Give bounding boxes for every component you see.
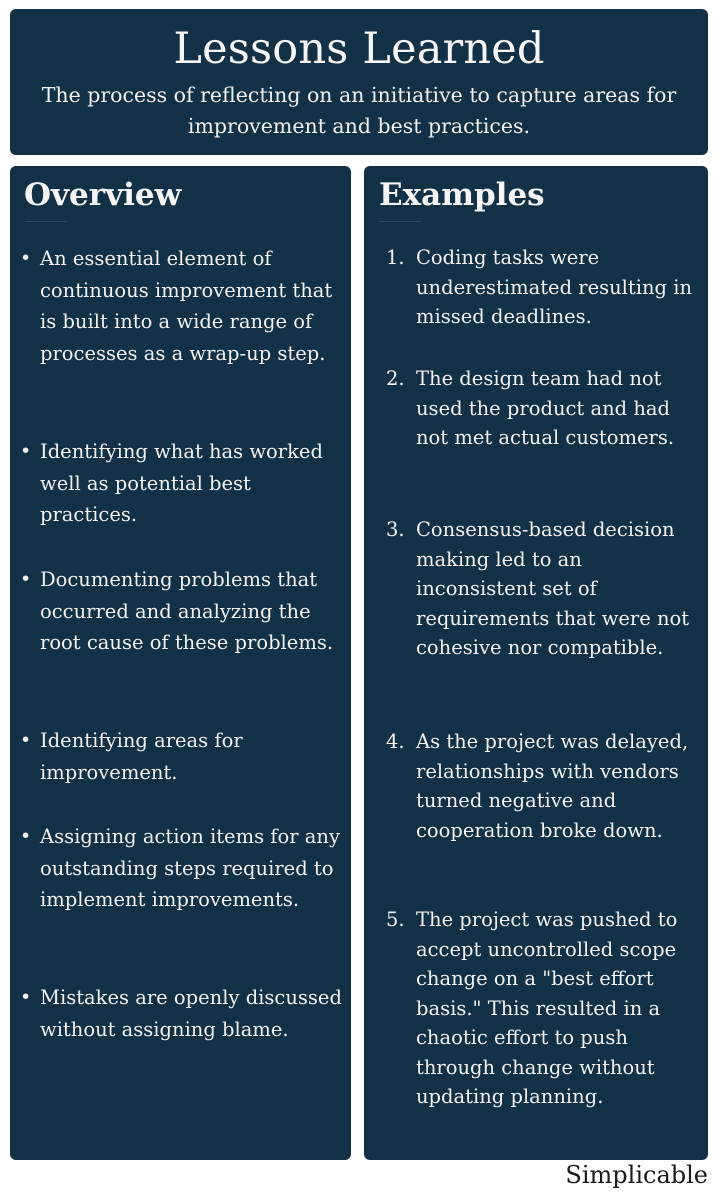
examples-panel	[364, 166, 708, 1160]
example-item-text: As the project was delayed, relationships with vendors turned negative and cooperation broke down.	[416, 730, 689, 842]
example-item-text: Coding tasks were underestimated resulting in missed deadlines.	[416, 246, 693, 328]
examples-list-item	[386, 243, 706, 332]
overview-item-text: Documenting problems that occurred and analyzing the root cause of these problems.	[40, 568, 334, 654]
overview-list-item	[20, 725, 346, 788]
example-item-text: The design team had not used the product and had not met actual customers.	[416, 367, 675, 449]
overview-item-text: Assigning action items for any outstanding steps required to implement improvements.	[40, 825, 340, 911]
examples-list-item	[386, 905, 706, 1112]
page-title: Lessons Learned	[173, 24, 545, 74]
bullet-icon: •	[20, 247, 32, 269]
overview-list-item	[20, 243, 346, 369]
example-number: 5.	[386, 908, 405, 931]
example-number: 4.	[386, 730, 405, 753]
bullet-icon: •	[20, 568, 32, 590]
overview-item-text: Identifying areas for improvement.	[40, 729, 243, 784]
overview-item-text: Identifying what has worked well as potential best practices.	[40, 440, 323, 526]
examples-heading: Examples	[379, 177, 545, 213]
examples-heading-divider	[379, 221, 421, 222]
overview-heading: Overview	[24, 177, 182, 213]
overview-item-text: An essential element of continuous improvement that is built into a wide range of processes as a wrap-up step.	[40, 247, 333, 365]
bullet-icon: •	[20, 729, 32, 751]
bullet-icon: •	[20, 440, 32, 462]
overview-list-item	[20, 982, 346, 1045]
example-item-text: The project was pushed to accept uncontrolled scope change on a "best effort basis." This resulted in a chaotic effort to push through change without updating planning.	[416, 908, 678, 1108]
page-subtitle: The process of reflecting on an initiative to capture areas for improvement and best practices.	[41, 83, 677, 138]
examples-list-item	[386, 727, 706, 845]
example-number: 3.	[386, 518, 405, 541]
example-number: 1.	[386, 246, 405, 269]
overview-list-item	[20, 821, 346, 916]
bullet-icon: •	[20, 986, 32, 1008]
overview-item-text: Mistakes are openly discussed without assigning blame.	[40, 986, 342, 1041]
overview-list-item	[20, 436, 346, 531]
title-banner	[10, 9, 708, 155]
brand-logo-text: Simplicable	[565, 1161, 708, 1189]
overview-heading-divider	[25, 221, 67, 222]
example-number: 2.	[386, 367, 405, 390]
examples-list-item	[386, 364, 706, 453]
bullet-icon: •	[20, 825, 32, 847]
examples-list-item	[386, 515, 706, 663]
example-item-text: Consensus-based decision making led to an inconsistent set of requirements that were not cohesive nor compatible.	[416, 518, 690, 659]
overview-list-item	[20, 564, 346, 659]
overview-panel	[10, 166, 351, 1160]
